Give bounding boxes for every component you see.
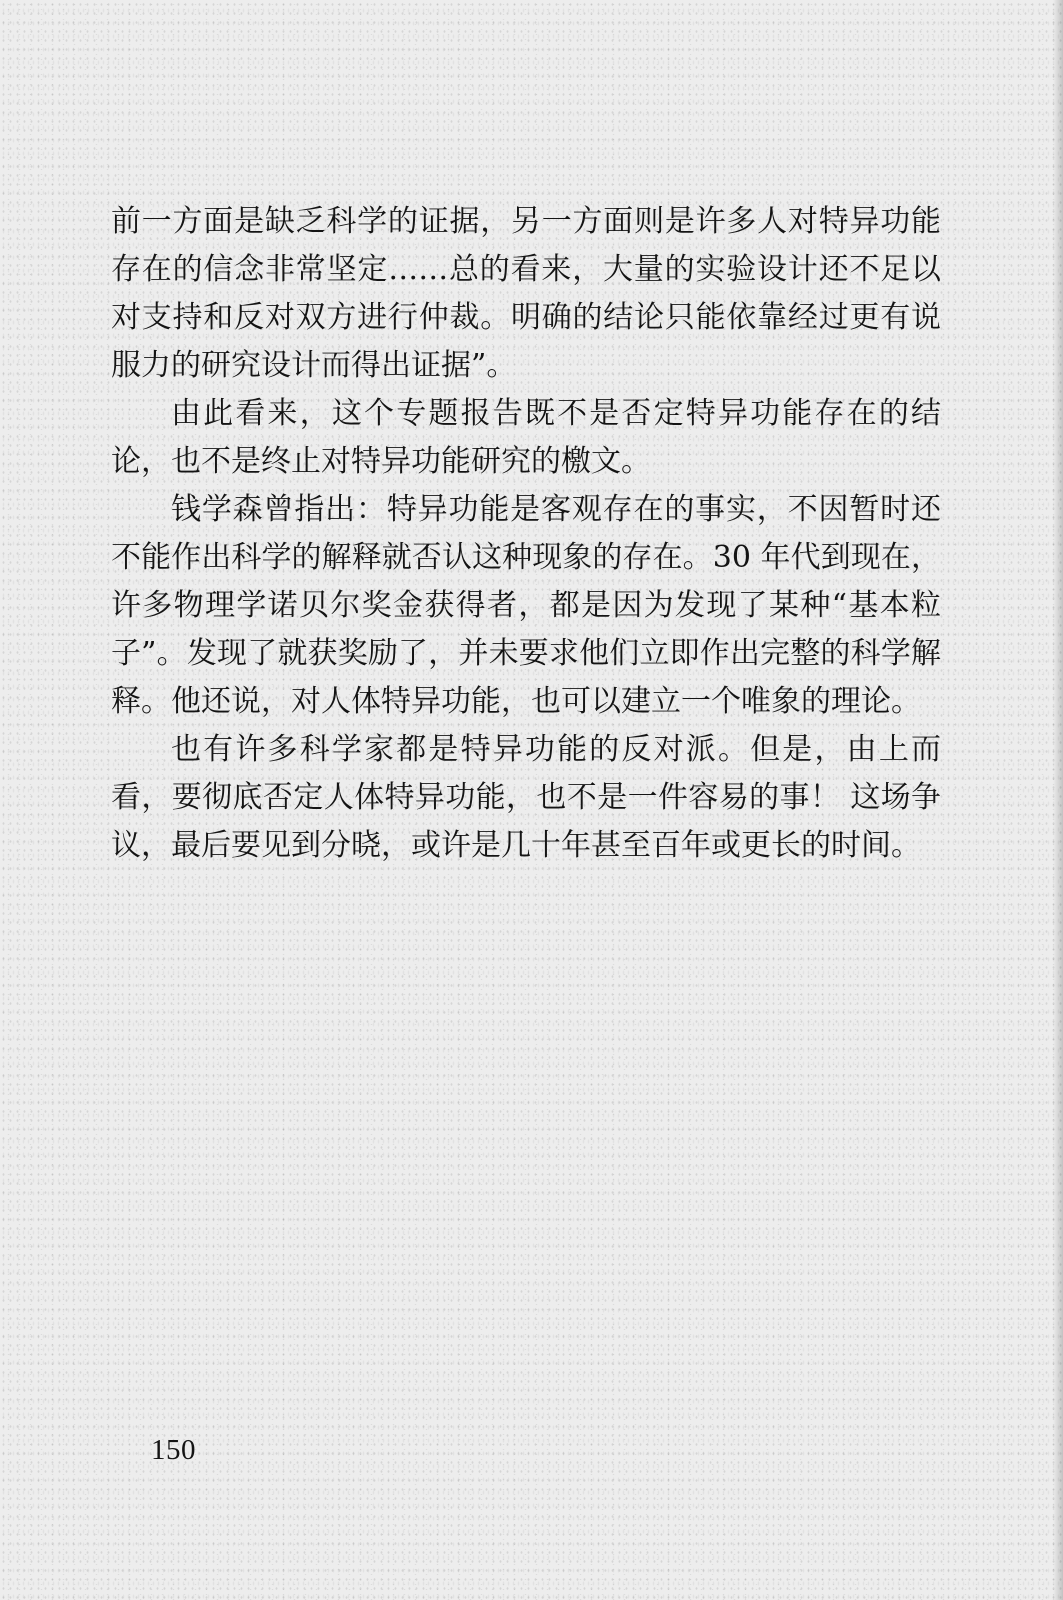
paragraph-3: 钱学森曾指出：特异功能是客观存在的事实，不因暂时还不能作出科学的解释就否认这种现象的存在。30 年代到现在，许多物理学诺贝尔奖金获得者，都是因为发现了某种“基本粒子”。发现了就获奖励了，并未要求他们立即作出完整的科学解释。他还说，对人体特异功能，也可以建立一个唯象的理论。 — [111, 492, 941, 719]
paragraph-4: 也有许多科学家都是特异功能的反对派。但是，由上而看，要彻底否定人体特异功能，也不是一件容易的事！ 这场争议，最后要见到分晓，或许是几十年甚至百年或更长的时间。 — [111, 732, 941, 863]
page-edge-shadow — [1053, 0, 1063, 1600]
page-number: 150 — [151, 1434, 196, 1466]
paragraph-1: 前一方面是缺乏科学的证据，另一方面则是许多人对特异功能存在的信念非常坚定……总的看来，大量的实验设计还不足以对支持和反对双方进行仲裁。明确的结论只能依靠经过更有说服力的研究设计而得出证据”。 — [111, 204, 941, 383]
paragraph-2: 由此看来，这个专题报告既不是否定特异功能存在的结论，也不是终止对特异功能研究的檄文。 — [111, 396, 941, 479]
body-text — [111, 198, 941, 870]
